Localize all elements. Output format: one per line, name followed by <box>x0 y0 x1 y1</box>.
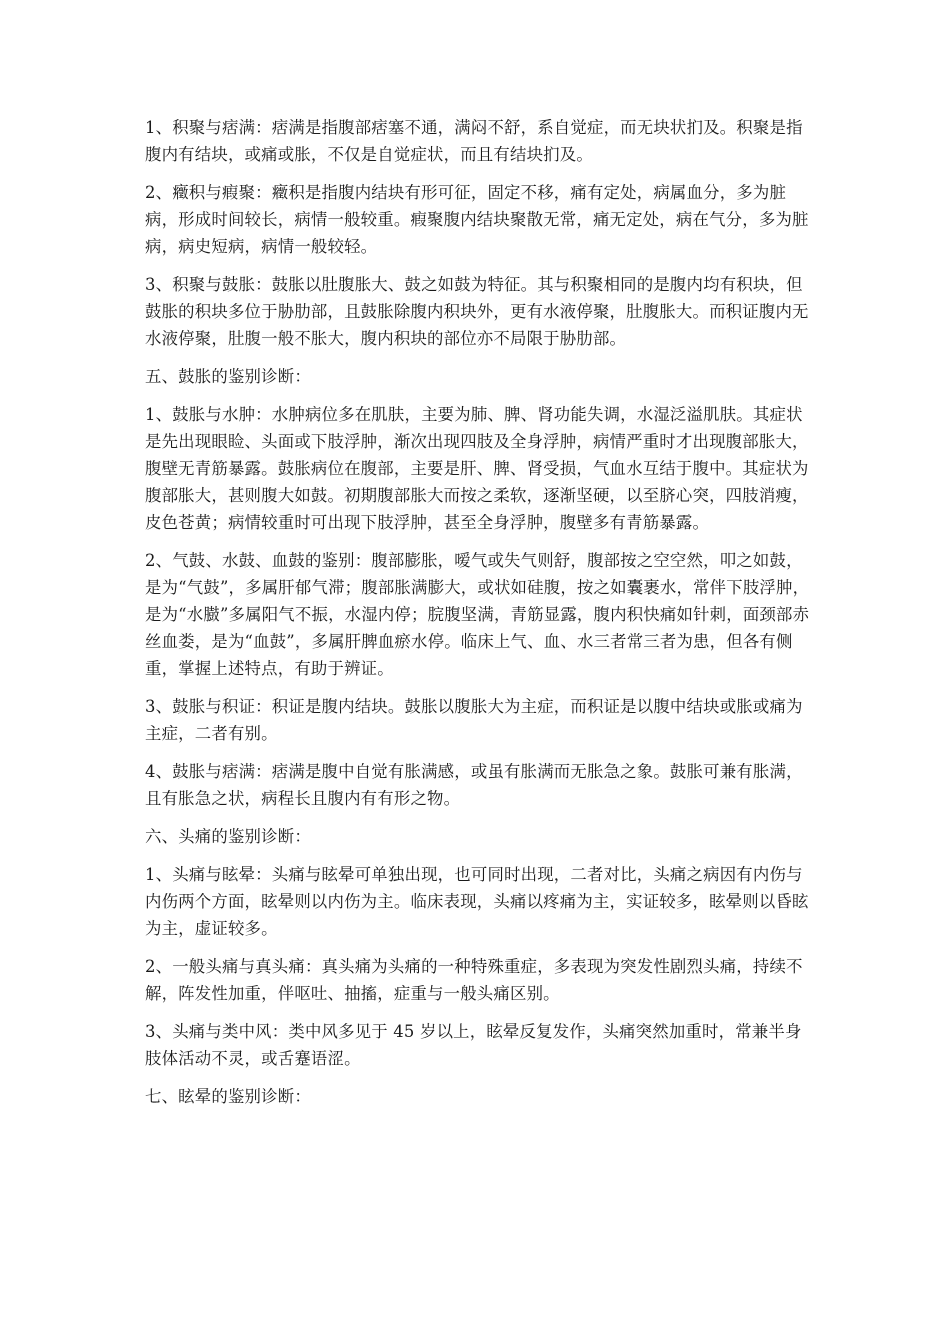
paragraph-guzhang-jizheng: 3、鼓胀与积证：积证是腹内结块。鼓胀以腹胀大为主症，而积证是以腹中结块或胀或痛为主症，二者有别。 <box>145 697 803 743</box>
section-heading-guzhang: 五、鼓胀的鉴别诊断： <box>145 367 311 386</box>
paragraph-zhen-toutong: 2、一般头痛与真头痛：真头痛为头痛的一种特殊重症，多表现为突发性剧烈头痛，持续不解，阵发性加重，伴呕吐、抽搐，症重与一般头痛区别。 <box>145 957 803 1003</box>
section-heading-xuanyun: 七、眩晕的鉴别诊断： <box>145 1087 311 1106</box>
paragraph-guzhang-shuizhong: 1、鼓胀与水肿：水肿病位多在肌肤，主要为肺、脾、肾功能失调，水湿泛溢肌肤。其症状是先出现眼睑、头面或下肢浮肿，渐次出现四肢及全身浮肿，病情严重时才出现腹部胀大，腹壁无青筋暴露。鼓胀病位在腹部，主要是肝、脾、肾受损，气血水互结于腹中。其症状为腹部胀大，甚则腹大如鼓。初期腹部胀大而按之柔软，逐渐坚硬，以至脐心突，四肢消瘦，皮色苍黄；病情较重时可出现下肢浮肿，甚至全身浮肿，腹壁多有青筋暴露。 <box>145 405 809 532</box>
paragraph-zhengji-jiaju: 2、癥积与瘕聚：癥积是指腹内结块有形可征，固定不移，痛有定处，病属血分，多为脏病，形成时间较长，病情一般较重。瘕聚腹内结块聚散无常，痛无定处，病在气分，多为脏病，病史短病，病情一般较轻。 <box>145 183 809 256</box>
paragraph-jiju-piman: 1、积聚与痞满：痞满是指腹部痞塞不通，满闷不舒，系自觉症，而无块状扪及。积聚是指腹内有结块，或痛或胀，不仅是自觉症状，而且有结块扪及。 <box>145 118 803 164</box>
section-heading-toutong: 六、头痛的鉴别诊断： <box>145 827 311 846</box>
paragraph-jiju-guzhang: 3、积聚与鼓胀：鼓胀以肚腹胀大、鼓之如鼓为特征。其与积聚相同的是腹内均有积块，但鼓胀的积块多位于胁肋部，且鼓胀除腹内积块外，更有水液停聚，肚腹胀大。而积证腹内无水液停聚，肚腹一般不胀大，腹内积块的部位亦不局限于胁肋部。 <box>145 275 809 348</box>
paragraph-toutong-xuanyun: 1、头痛与眩晕：头痛与眩晕可单独出现，也可同时出现，二者对比，头痛之病因有内伤与内伤两个方面，眩晕则以内伤为主。临床表现，头痛以疼痛为主，实证较多，眩晕则以昏眩为主，虚证较多。 <box>145 865 809 938</box>
paragraph-toutong-leizhongfeng: 3、头痛与类中风：类中风多见于 45 岁以上，眩晕反复发作，头痛突然加重时，常兼半身肢体活动不灵，或舌蹇语涩。 <box>145 1022 802 1068</box>
document-body <box>145 114 815 1121</box>
paragraph-qigu-shuigu-xuegu: 2、气鼓、水鼓、血鼓的鉴别：腹部膨胀，嗳气或失气则舒，腹部按之空空然，叩之如鼓，是为“气鼓”，多属肝郁气滞；腹部胀满膨大，或状如硅腹，按之如囊裹水，常伴下肢浮肿，是为“水臌”多属阳气不振，水湿内停；脘腹坚满，青筋显露，腹内积快痛如针刺，面颈部赤丝血娄，是为“血鼓”，多属肝脾血瘀水停。临床上气、血、水三者常三者为患，但各有侧重，掌握上述特点，有助于辨证。 <box>145 551 810 678</box>
paragraph-guzhang-piman: 4、鼓胀与痞满：痞满是腹中自觉有胀满感，或虽有胀满而无胀急之象。鼓胀可兼有胀满，且有胀急之状，病程长且腹内有有形之物。 <box>145 762 803 808</box>
